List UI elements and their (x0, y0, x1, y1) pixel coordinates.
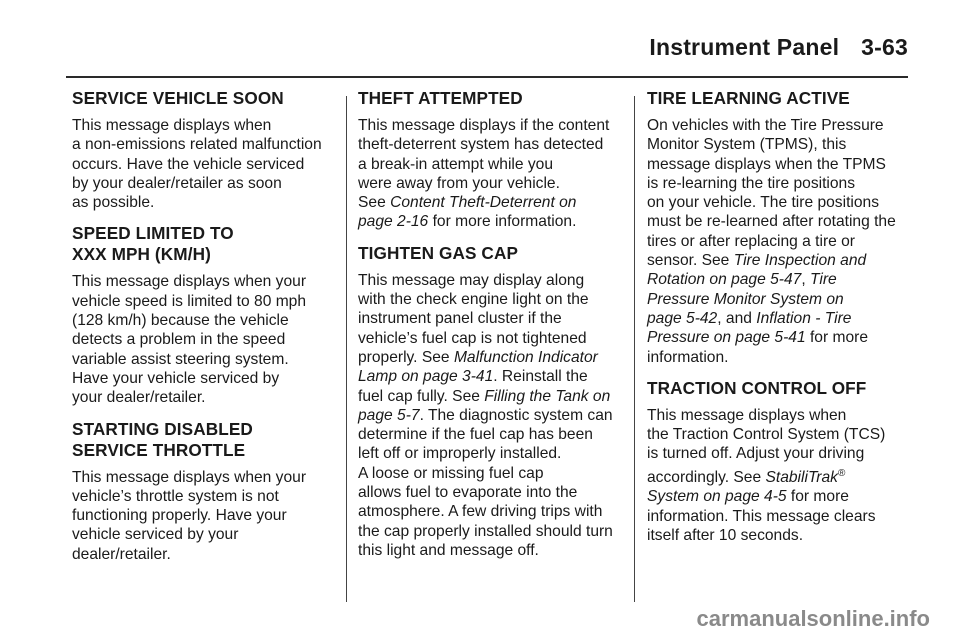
body-text (358, 116, 622, 232)
section (647, 378, 911, 545)
heading-line: SERVICE THROTTLE (72, 439, 246, 460)
text-line: A loose or missing fuel cap (358, 464, 544, 482)
text-line: the Traction Control System (TCS) (647, 426, 886, 444)
section (358, 243, 622, 560)
text-line: This message displays when your (72, 468, 307, 486)
cross-reference: Lamp on page 3-41 (358, 368, 494, 386)
header-rule (66, 76, 908, 79)
reference-line (358, 193, 622, 212)
text-run: properly. See (358, 348, 454, 366)
section (72, 223, 336, 407)
section-title: Instrument Panel (649, 34, 840, 60)
text-line: your dealer/retailer. (72, 389, 206, 407)
text-line: functioning properly. Have your (72, 507, 287, 525)
column-1 (72, 88, 336, 575)
text-line: with the check engine light on the (358, 291, 589, 309)
text-run: , (801, 271, 810, 289)
text-run: See (358, 194, 391, 212)
text-run: , and (717, 309, 757, 327)
text-line: determine if the fuel cap has been (358, 426, 593, 444)
text-line: On vehicles with the Tire Pressure (647, 117, 884, 134)
cross-reference: page 5-42 (647, 309, 718, 327)
text-line: this light and message off. (358, 541, 539, 559)
section-heading (647, 88, 911, 109)
reference-line (647, 270, 911, 289)
heading-line: THEFT ATTEMPTED (358, 88, 523, 108)
body-text (647, 116, 911, 367)
section-heading (72, 419, 336, 461)
reference-line (647, 464, 911, 487)
section (72, 419, 336, 564)
text-line: as possible. (72, 194, 155, 212)
registered-mark: ® (837, 467, 846, 479)
reference-line (358, 406, 622, 425)
section-heading (358, 88, 622, 109)
cross-reference: StabiliTrak (765, 468, 838, 486)
text-line: allows fuel to evaporate into the (358, 484, 578, 502)
cross-reference: System on page 4-5 (647, 488, 787, 506)
text-line: message displays when the TPMS (647, 155, 886, 173)
heading-line: TIRE LEARNING ACTIVE (647, 88, 850, 108)
text-line: information. (647, 348, 729, 366)
heading-line: TIGHTEN GAS CAP (358, 242, 519, 263)
text-line: detects a problem in the speed (72, 331, 286, 349)
text-run: for more (786, 488, 849, 506)
text-line: is turned off. Adjust your driving (647, 445, 865, 463)
page-number: 3-63 (861, 34, 908, 60)
text-line: left off or improperly installed. (358, 445, 562, 463)
cross-reference: Rotation on page 5-47 (647, 271, 802, 289)
text-line: must be re-learned after rotating the (647, 213, 896, 231)
heading-line: SPEED LIMITED TO (72, 223, 234, 244)
cross-reference: Tire Inspection and (733, 252, 867, 270)
text-line: variable assist steering system. (72, 350, 289, 368)
section-heading (72, 223, 336, 265)
text-run: sensor. See (647, 252, 734, 270)
text-line: were away from your vehicle. (358, 174, 560, 192)
text-line: atmosphere. A few driving trips with (358, 503, 603, 521)
text-line: the cap properly installed should turn (358, 522, 613, 540)
cross-reference: Content Theft-Deterrent on (390, 194, 577, 212)
text-run: accordingly. See (647, 468, 766, 486)
text-run: for more information. (428, 213, 577, 231)
text-line: by your dealer/retailer as soon (72, 174, 282, 192)
text-line: This message may display along (358, 271, 585, 289)
text-line: theft-deterrent system has detected (358, 136, 604, 154)
column-3 (647, 88, 911, 556)
cross-reference: Pressure Monitor System on (647, 290, 844, 308)
text-line: dealer/retailer. (72, 545, 171, 563)
body-text (72, 272, 336, 407)
text-line: This message displays when (72, 117, 272, 134)
cross-reference: Pressure on page 5-41 (647, 329, 806, 347)
heading-line: TRACTION CONTROL OFF (647, 377, 867, 398)
reference-line (358, 212, 622, 231)
section (647, 88, 911, 367)
section-heading (358, 243, 622, 264)
cross-reference: Inflation - Tire (756, 309, 852, 327)
text-line: instrument panel cluster if the (358, 310, 562, 328)
text-line: Have your vehicle serviced by (72, 369, 280, 387)
text-line: itself after 10 seconds. (647, 526, 804, 544)
column-2 (358, 88, 622, 571)
section (72, 88, 336, 212)
text-line: (128 km/h) because the vehicle (72, 312, 289, 330)
heading-line: XXX MPH (KM/H) (72, 244, 211, 265)
text-run: . The diagnostic system can (419, 406, 613, 424)
reference-line (358, 348, 622, 367)
reference-line (647, 309, 911, 328)
text-line: information. This message clears (647, 507, 876, 525)
section-heading (72, 88, 336, 109)
body-text (647, 406, 911, 545)
text-line: vehicle speed is limited to 80 mph (72, 292, 307, 310)
text-line: is re-learning the tire positions (647, 174, 856, 192)
text-line: This message displays if the content (358, 117, 610, 134)
cross-reference: page 2-16 (358, 213, 429, 231)
text-line: This message displays when (647, 406, 847, 424)
reference-line (647, 290, 911, 309)
page-header (649, 34, 908, 61)
body-text (72, 468, 336, 564)
text-run: for more (805, 329, 869, 347)
watermark: carmanualsonline.info (696, 606, 930, 631)
cross-reference: page 5-7 (358, 406, 420, 424)
text-line: occurs. Have the vehicle serviced (72, 155, 305, 173)
text-line: on your vehicle. The tire positions (647, 194, 880, 212)
text-run: fuel cap fully. See (358, 387, 485, 405)
cross-reference: Tire (810, 271, 837, 289)
section (358, 88, 622, 232)
section-heading (647, 378, 911, 399)
reference-line (647, 487, 911, 506)
body-text (72, 116, 336, 212)
text-line: a break-in attempt while you (358, 155, 554, 173)
reference-line (358, 367, 622, 386)
reference-line (647, 251, 911, 270)
column-divider (346, 96, 347, 602)
heading-line: SERVICE VEHICLE SOON (72, 88, 284, 108)
text-line: a non-emissions related malfunction (72, 136, 322, 154)
text-line: tires or after replacing a tire or (647, 232, 856, 250)
column-divider (634, 96, 635, 602)
heading-line: STARTING DISABLED (72, 418, 253, 439)
reference-line (358, 387, 622, 406)
text-line: vehicle serviced by your (72, 526, 239, 544)
cross-reference: Malfunction Indicator (453, 348, 598, 366)
text-line: vehicle’s fuel cap is not tightened (358, 329, 587, 347)
text-run: . Reinstall the (493, 368, 588, 386)
text-line: This message displays when your (72, 273, 307, 291)
cross-reference: Filling the Tank on (484, 387, 611, 405)
body-text (358, 271, 622, 560)
text-line: vehicle’s throttle system is not (72, 487, 279, 505)
text-line: Monitor System (TPMS), this (647, 136, 847, 154)
reference-line (647, 328, 911, 347)
